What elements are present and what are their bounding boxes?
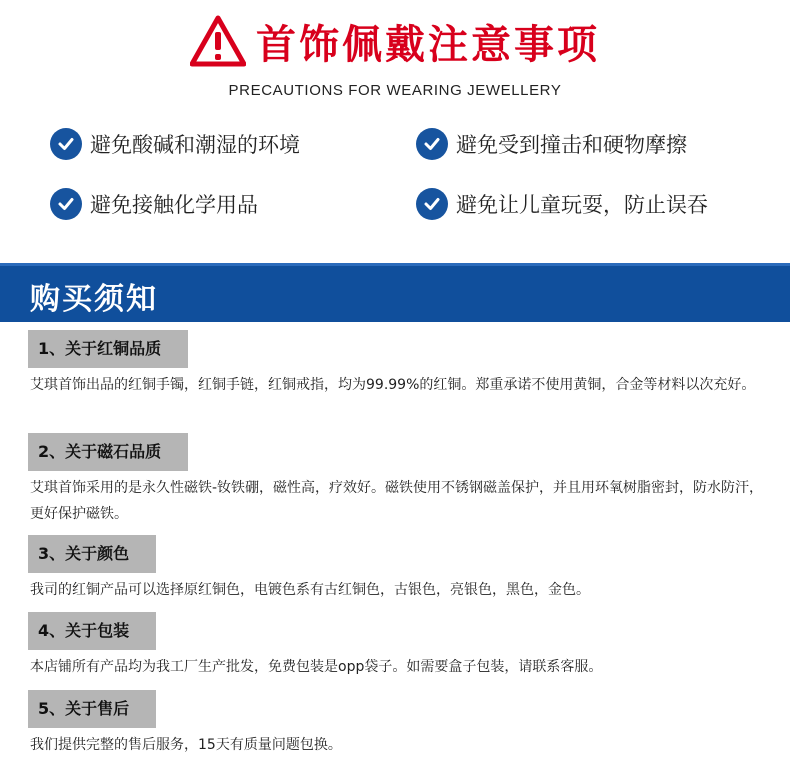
section-label: 3、关于颜色 xyxy=(28,535,156,573)
check-circle-icon xyxy=(416,188,448,220)
tip-item xyxy=(416,186,708,222)
tip-text: 避免酸碱和潮湿的环境 xyxy=(90,133,300,157)
warning-triangle-icon xyxy=(190,15,246,67)
check-circle-icon xyxy=(50,128,82,160)
check-circle-icon xyxy=(50,188,82,220)
tip-text: 避免接触化学用品 xyxy=(90,193,258,217)
tip-text: 避免让儿童玩耍，防止误吞 xyxy=(456,193,708,217)
section-label: 2、关于磁石品质 xyxy=(28,433,188,471)
tip-item xyxy=(416,126,687,162)
section-label: 4、关于包装 xyxy=(28,612,156,650)
section-body: 我司的红铜产品可以选择原红铜色，电镀色系有古红铜色，古银色，亮银色，黑色，金色。 xyxy=(30,582,590,598)
section-body: 我们提供完整的售后服务，15天有质量问题包换。 xyxy=(30,737,342,753)
notice-banner xyxy=(0,263,790,322)
notice-title: 购买须知 xyxy=(30,282,158,317)
tip-text: 避免受到撞击和硬物摩擦 xyxy=(456,133,687,157)
section-body: 艾琪首饰出品的红铜手镯，红铜手链，红铜戒指，均为99.99%的红铜。郑重承诺不使用黄铜，合金等材料以次充好。 xyxy=(30,377,756,393)
page-subtitle: PRECAUTIONS FOR WEARING JEWELLERY xyxy=(228,82,562,99)
section-body: 本店铺所有产品均为我工厂生产批发，免费包装是opp袋子。如需要盒子包装，请联系客服。 xyxy=(30,659,603,675)
tip-item xyxy=(50,126,300,162)
check-circle-icon xyxy=(416,128,448,160)
page-title: 首饰佩戴注意事项 xyxy=(256,21,600,68)
tip-item xyxy=(50,186,258,222)
section-label: 5、关于售后 xyxy=(28,690,156,728)
section-body: 艾琪首饰采用的是永久性磁铁-钕铁硼，磁性高，疗效好。磁铁使用不锈钢磁盖保护，并且用环氧树脂密封，防水防汗，更好保护磁铁。 xyxy=(30,480,764,522)
title-row xyxy=(0,10,790,72)
section-label: 1、关于红铜品质 xyxy=(28,330,188,368)
